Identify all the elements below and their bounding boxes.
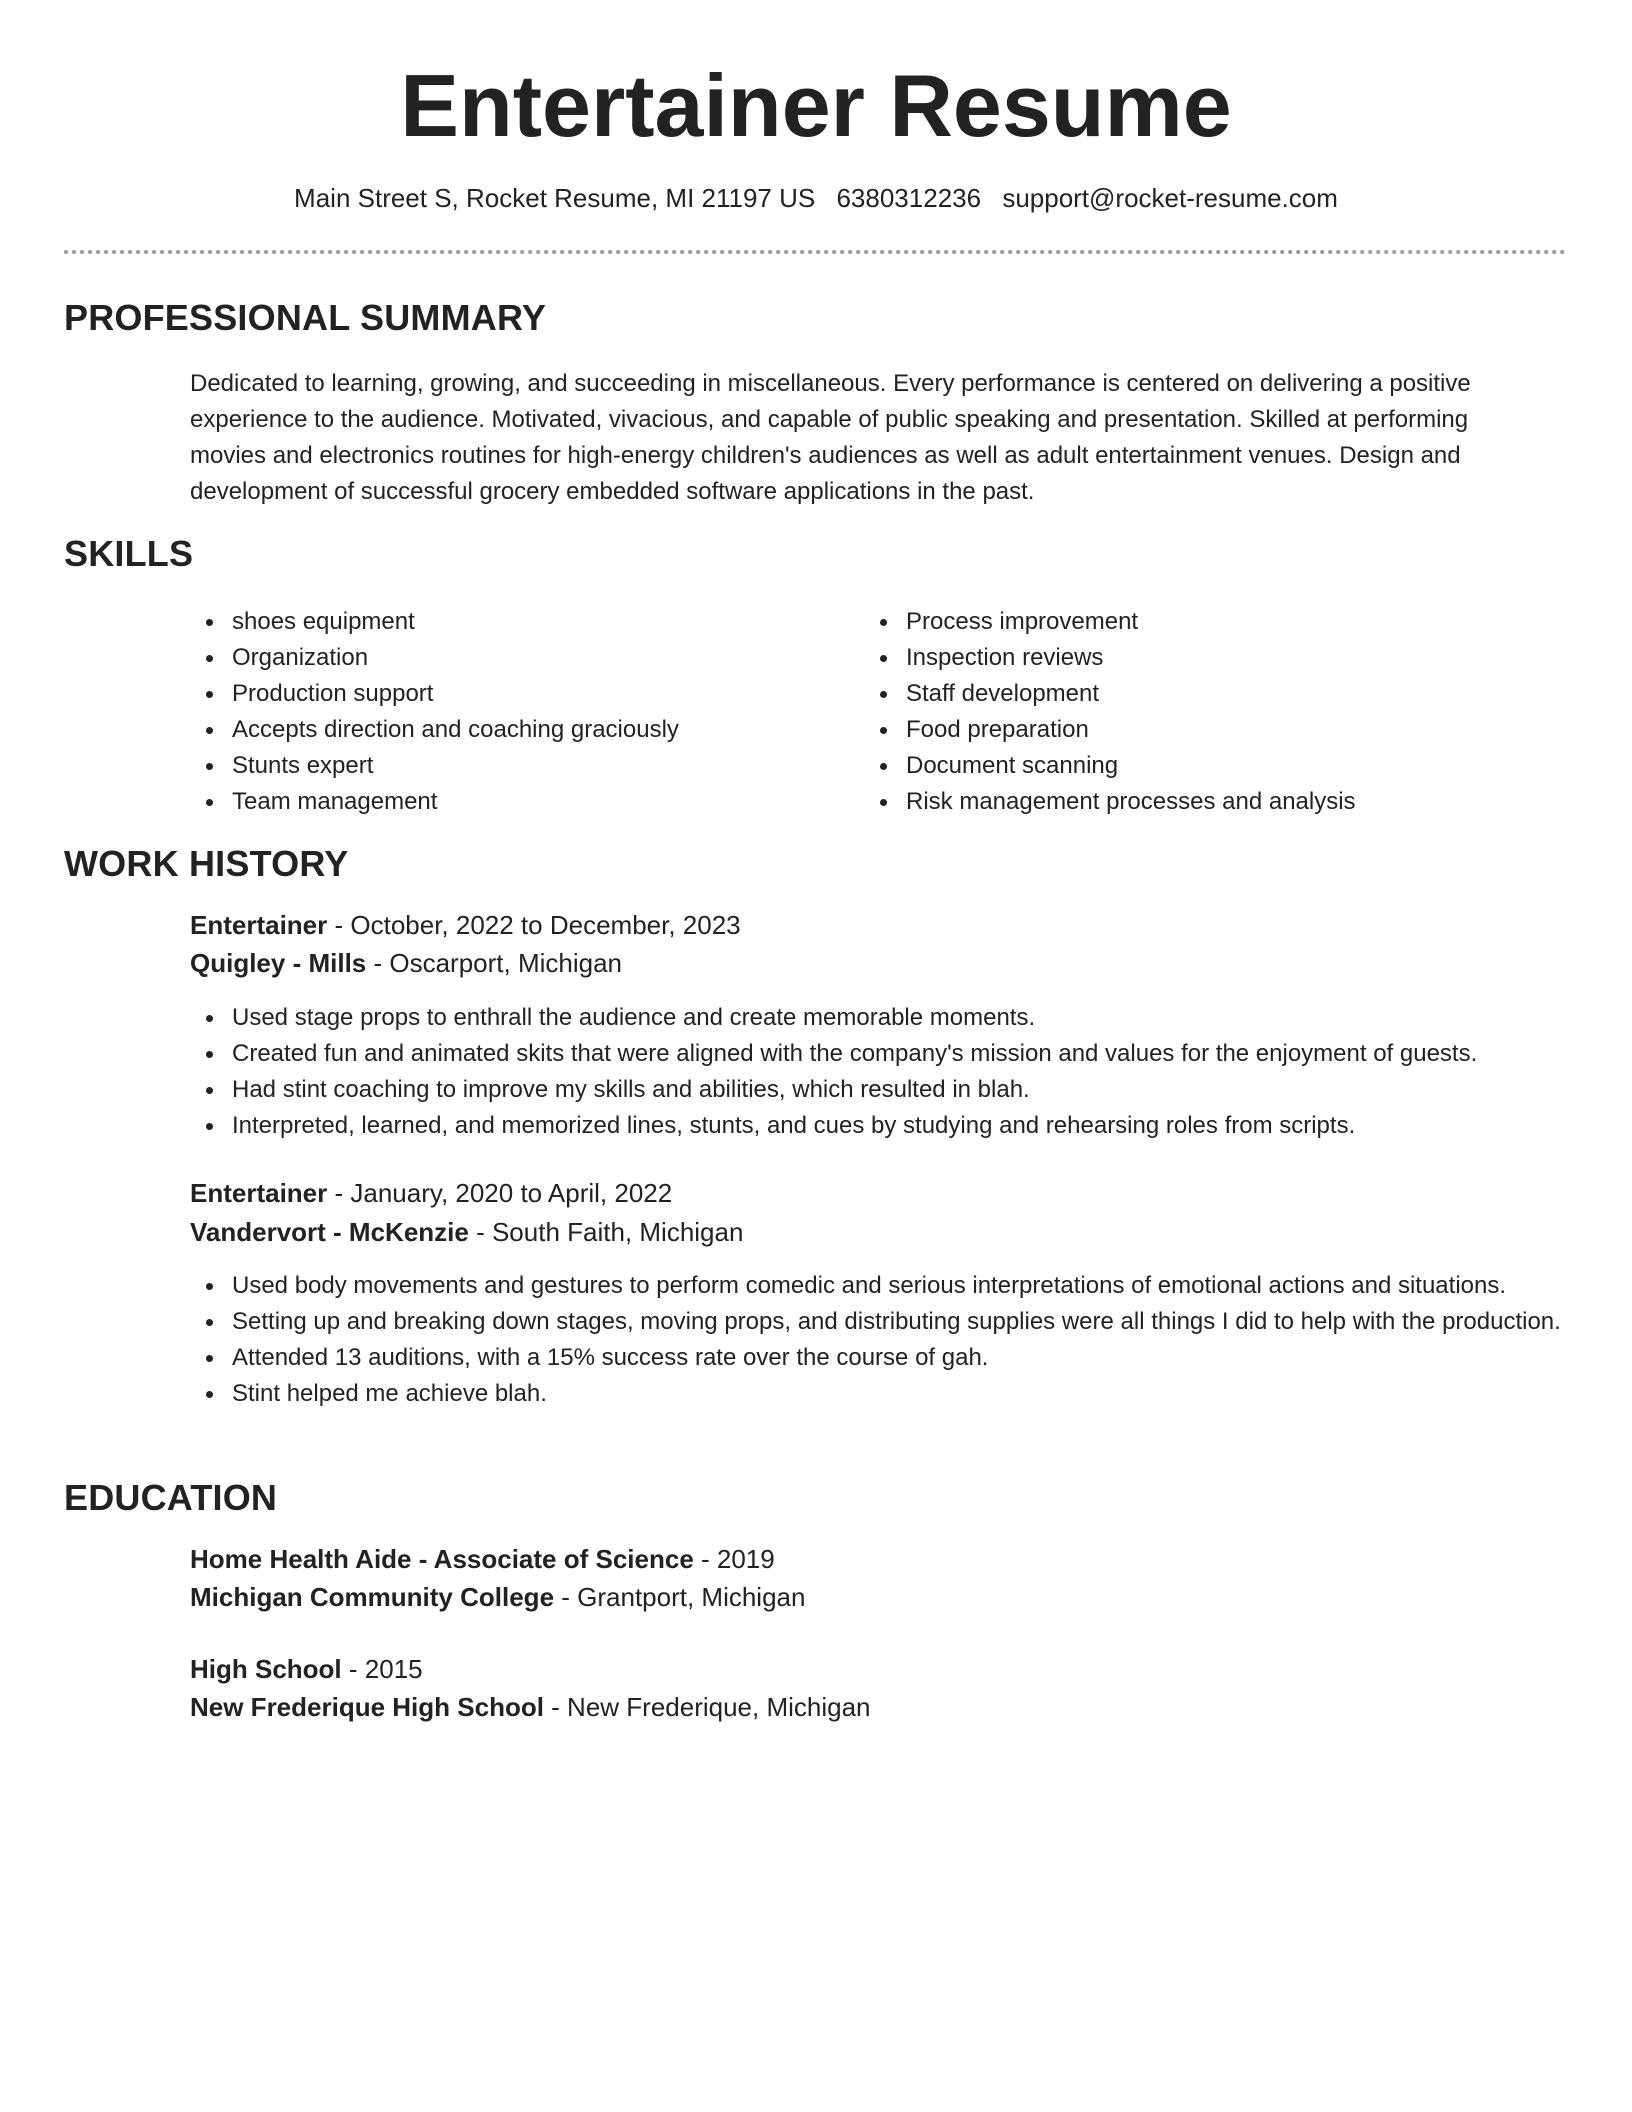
edu-year: - 2019 bbox=[693, 1544, 775, 1574]
edu-location: - Grantport, Michigan bbox=[554, 1582, 806, 1612]
skill-item: shoes equipment bbox=[188, 604, 679, 640]
summary-heading: PROFESSIONAL SUMMARY bbox=[64, 297, 547, 338]
job-bullet: Setting up and breaking down stages, moving props, and distributing supplies were all things I did to help with the production. bbox=[188, 1304, 1588, 1340]
skills-list-left bbox=[188, 604, 679, 820]
skill-item: Document scanning bbox=[862, 748, 1356, 784]
summary-text: Dedicated to learning, growing, and succeeding in miscellaneous. Every performance is centered on delivering a positive experience to the audience. Motivated, vivacious, and capable of public speaking and presentation. Skilled at performing movies and electronics routines for high-energy children's audiences as well as adult entertainment venues. Design and development of successful grocery embedded software applications in the past. bbox=[190, 370, 1471, 505]
edu-degree: Home Health Aide - Associate of Science bbox=[190, 1544, 694, 1574]
job-bullet: Created fun and animated skits that were aligned with the company's mission and values for the enjoyment of guests. bbox=[188, 1036, 1588, 1072]
contact-phone: 6380312236 bbox=[836, 183, 982, 213]
job-dates: - January, 2020 to April, 2022 bbox=[327, 1178, 673, 1208]
header-divider bbox=[64, 250, 1566, 254]
skill-item: Staff development bbox=[862, 676, 1356, 712]
skill-item: Production support bbox=[188, 676, 679, 712]
education-heading: EDUCATION bbox=[64, 1477, 278, 1518]
edu-degree: High School bbox=[190, 1654, 342, 1684]
edu-degree-line bbox=[190, 1540, 775, 1578]
job-title-line bbox=[190, 906, 741, 944]
skill-item: Accepts direction and coaching graciously bbox=[188, 712, 679, 748]
skill-item: Process improvement bbox=[862, 604, 1356, 640]
work-heading: WORK HISTORY bbox=[64, 843, 349, 884]
job-company-line bbox=[190, 944, 622, 982]
job-location: - South Faith, Michigan bbox=[468, 1217, 744, 1247]
resume-title: Entertainer Resume bbox=[400, 56, 1232, 155]
skill-item: Team management bbox=[188, 784, 679, 820]
job-bullet: Used body movements and gestures to perform comedic and serious interpretations of emotional actions and situations. bbox=[188, 1268, 1588, 1304]
edu-school: Michigan Community College bbox=[190, 1582, 555, 1612]
job-bullet: Used stage props to enthrall the audience and create memorable moments. bbox=[188, 1000, 1588, 1036]
job-dates: - October, 2022 to December, 2023 bbox=[327, 910, 741, 940]
job-role: Entertainer bbox=[190, 1178, 328, 1208]
job-company: Quigley - Mills bbox=[190, 948, 367, 978]
edu-school-line bbox=[190, 1578, 805, 1616]
job-bullet: Interpreted, learned, and memorized lines, stunts, and cues by studying and rehearsing roles from scripts. bbox=[188, 1108, 1588, 1144]
job-bullets bbox=[188, 1000, 1588, 1144]
job-role: Entertainer bbox=[190, 910, 328, 940]
job-bullet: Attended 13 auditions, with a 15% success rate over the course of gah. bbox=[188, 1340, 1588, 1376]
job-bullets bbox=[188, 1268, 1588, 1412]
contact-address: Main Street S, Rocket Resume, MI 21197 US bbox=[294, 183, 816, 213]
skill-item: Food preparation bbox=[862, 712, 1356, 748]
skill-item: Stunts expert bbox=[188, 748, 679, 784]
contact-line bbox=[0, 180, 1632, 216]
skill-item: Inspection reviews bbox=[862, 640, 1356, 676]
edu-school-line bbox=[190, 1688, 871, 1726]
skill-item: Organization bbox=[188, 640, 679, 676]
edu-school: New Frederique High School bbox=[190, 1692, 544, 1722]
edu-year: - 2015 bbox=[341, 1654, 423, 1684]
contact-email: support@rocket-resume.com bbox=[1002, 183, 1338, 213]
job-bullet: Stint helped me achieve blah. bbox=[188, 1376, 1588, 1412]
skill-item: Risk management processes and analysis bbox=[862, 784, 1356, 820]
job-company-line bbox=[190, 1213, 743, 1251]
job-company: Vandervort - McKenzie bbox=[190, 1217, 469, 1247]
job-bullet: Had stint coaching to improve my skills and abilities, which resulted in blah. bbox=[188, 1072, 1588, 1108]
job-title-line bbox=[190, 1174, 672, 1212]
edu-location: - New Frederique, Michigan bbox=[543, 1692, 871, 1722]
job-location: - Oscarport, Michigan bbox=[366, 948, 622, 978]
skills-heading: SKILLS bbox=[64, 533, 194, 574]
skills-list-right bbox=[862, 604, 1356, 820]
edu-degree-line bbox=[190, 1650, 423, 1688]
